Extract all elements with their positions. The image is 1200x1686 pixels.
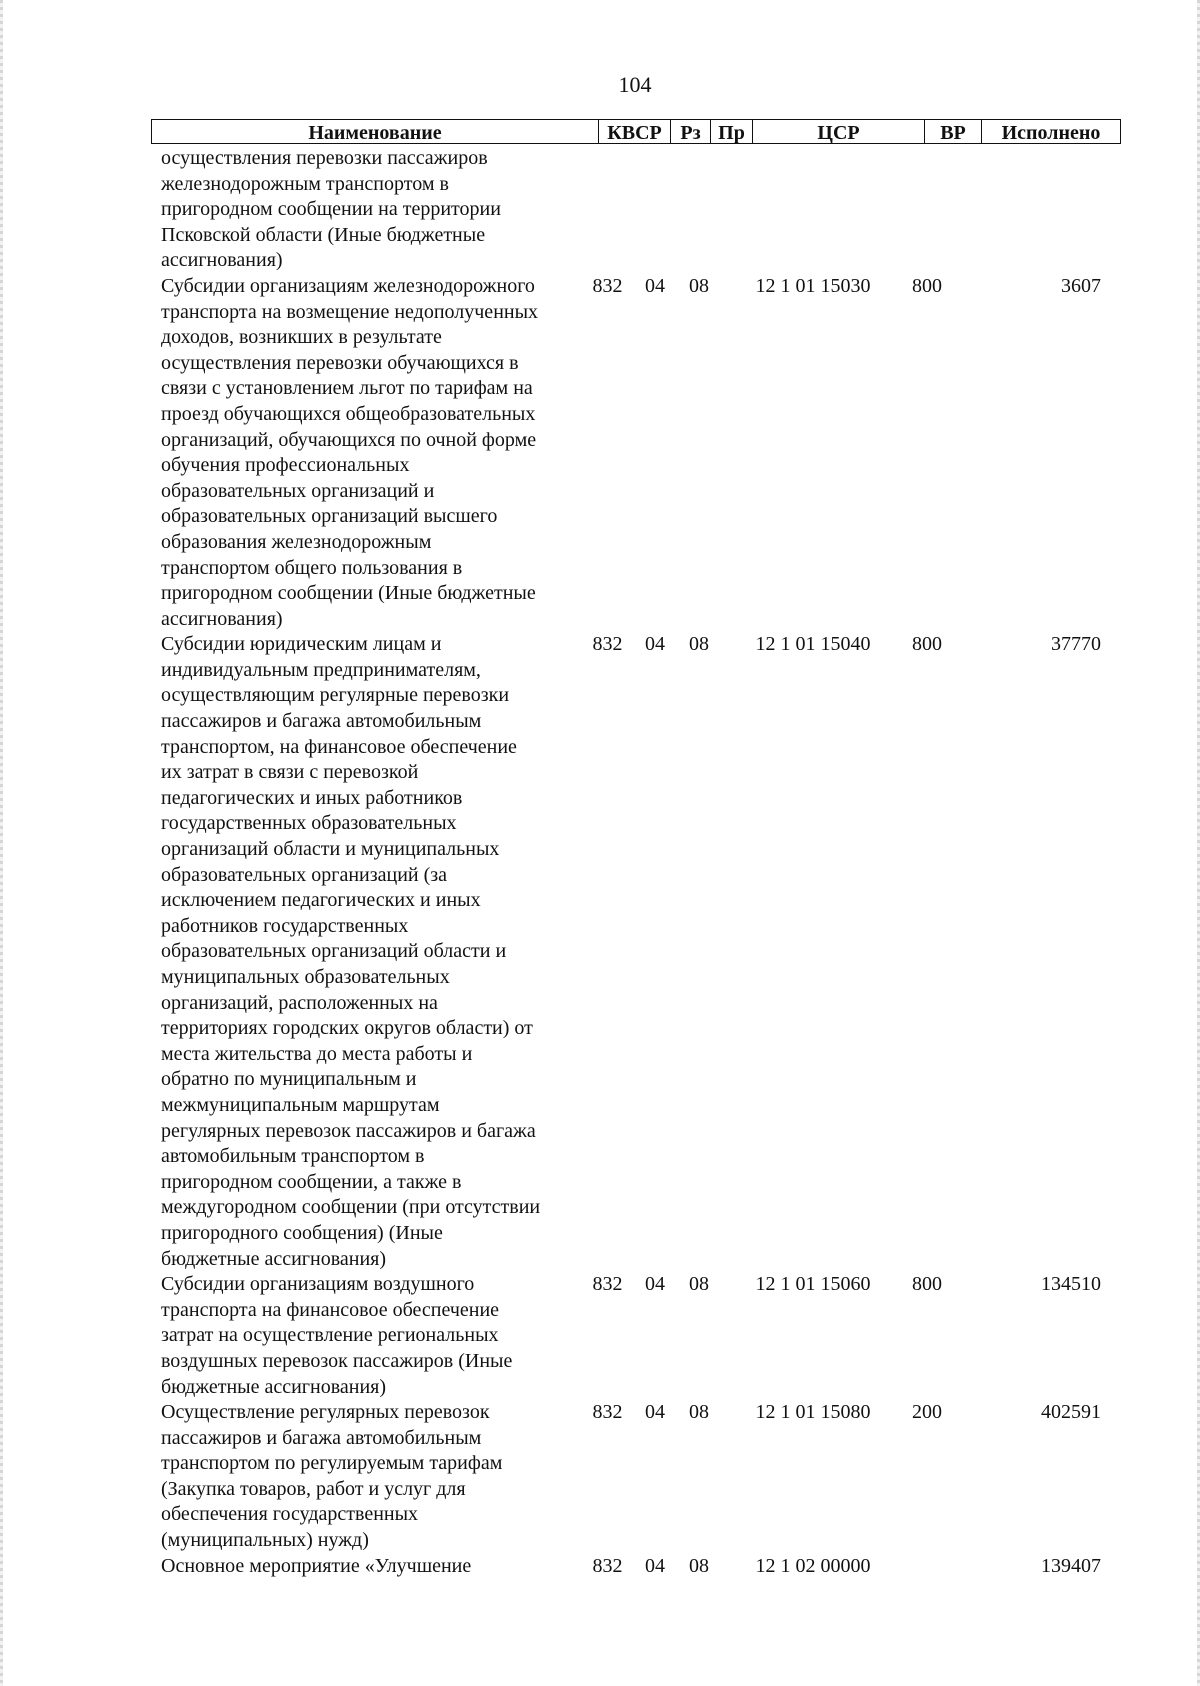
row-pr: 08 bbox=[689, 274, 709, 297]
row-name-line: образовательных организаций (за bbox=[161, 863, 448, 886]
row-kvsr: 832 bbox=[592, 633, 623, 656]
header-executed: Исполнено bbox=[982, 119, 1121, 144]
row-name-line: осуществления перевозки обучающихся в bbox=[161, 351, 519, 374]
row-name-line: педагогических и иных работников bbox=[161, 786, 463, 809]
row-name-line: организаций, расположенных на bbox=[161, 991, 438, 1014]
row-name-line: доходов, возникших в результате bbox=[161, 326, 442, 349]
row-name-line: междугородном сообщении (при отсутствии bbox=[161, 1196, 541, 1219]
row-name-line: образования железнодорожным bbox=[161, 530, 432, 553]
row-name-line: воздушных перевозок пассажиров (Иные bbox=[161, 1349, 513, 1372]
row-name-line: транспорта на финансовое обеспечение bbox=[161, 1298, 500, 1321]
row-vr: 800 bbox=[912, 633, 942, 656]
header-rz: Рз bbox=[671, 119, 711, 144]
row-name-line: осуществляющим регулярные перевозки bbox=[161, 684, 510, 707]
row-name-line: затрат на осуществление региональных bbox=[161, 1324, 499, 1347]
table-header bbox=[151, 119, 1121, 144]
row-name-line: пассажиров и багажа автомобильным bbox=[161, 1426, 482, 1449]
row-name-line: регулярных перевозок пассажиров и багажа bbox=[161, 1119, 536, 1142]
row-pr: 08 bbox=[689, 1273, 709, 1296]
row-name-line: связи с установлением льгот по тарифам на bbox=[161, 377, 533, 400]
row-name-line: образовательных организаций области и bbox=[161, 940, 507, 963]
row-csr: 12 1 01 15060 bbox=[755, 1273, 871, 1296]
row-name-line: (муниципальных) нужд) bbox=[161, 1529, 369, 1552]
row-vr: 200 bbox=[912, 1401, 942, 1424]
row-name-line: Основное мероприятие «Улучшение bbox=[161, 1554, 472, 1577]
row-name-line: пригородном сообщении, а также в bbox=[161, 1170, 462, 1193]
row-name-line: территориях городских округов области) от bbox=[161, 1017, 533, 1040]
table-row bbox=[151, 146, 1121, 274]
row-name-line: образовательных организаций и bbox=[161, 479, 435, 502]
row-name-line: осуществления перевозки пассажиров bbox=[161, 147, 488, 169]
row-name-line: межмуниципальным маршрутам bbox=[161, 1093, 440, 1116]
row-executed: 3607 bbox=[1061, 274, 1101, 297]
row-name-line: транспорта на возмещение недополученных bbox=[161, 300, 539, 323]
table-body bbox=[151, 146, 1121, 1579]
row-kvsr: 832 bbox=[592, 1273, 623, 1296]
row-executed: 134510 bbox=[1041, 1273, 1101, 1296]
row-name-line: обратно по муниципальным и bbox=[161, 1068, 417, 1091]
row-name-line: транспортом общего пользования в bbox=[161, 556, 463, 579]
row-pr: 08 bbox=[689, 633, 709, 656]
row-kvsr: 832 bbox=[592, 1554, 623, 1577]
row-name-line: проезд обучающихся общеобразовательных bbox=[161, 402, 536, 425]
row-rz: 04 bbox=[645, 1401, 665, 1424]
row-vr: 800 bbox=[912, 1273, 942, 1296]
row-name-line: ассигнования) bbox=[161, 607, 283, 630]
row-executed: 139407 bbox=[1041, 1554, 1101, 1577]
row-name-line: обеспечения государственных bbox=[161, 1503, 419, 1526]
header-vr: ВР bbox=[925, 119, 982, 144]
row-name-line: пассажиров и багажа автомобильным bbox=[161, 710, 482, 733]
row-name bbox=[151, 632, 580, 1272]
row-kvsr: 832 bbox=[592, 1401, 623, 1424]
header-pr: Пр bbox=[711, 119, 753, 144]
row-name bbox=[151, 1554, 580, 1580]
row-name-line: транспортом по регулируемым тарифам bbox=[161, 1452, 503, 1475]
row-name-line: транспортом, на финансовое обеспечение bbox=[161, 735, 517, 758]
row-pr: 08 bbox=[689, 1554, 709, 1577]
row-name-line: Осуществление регулярных перевозок bbox=[161, 1401, 490, 1424]
row-csr: 12 1 01 15080 bbox=[755, 1401, 871, 1424]
row-name-line: места жительства до места работы и bbox=[161, 1042, 473, 1065]
row-name-line: железнодорожным транспортом в bbox=[161, 172, 449, 195]
table-row bbox=[151, 632, 1121, 1272]
row-name-line: образовательных организаций высшего bbox=[161, 505, 498, 528]
row-name-line: обучения профессиональных bbox=[161, 454, 410, 477]
row-name-line: бюджетные ассигнования) bbox=[161, 1247, 387, 1270]
scan-edge-left bbox=[0, 0, 3, 1686]
row-name-line: бюджетные ассигнования) bbox=[161, 1375, 387, 1398]
row-name bbox=[151, 274, 580, 632]
row-name-line: ассигнования) bbox=[161, 249, 283, 272]
row-name bbox=[151, 146, 580, 274]
row-name-line: их затрат в связи с перевозкой bbox=[161, 761, 419, 784]
header-name: Наименование bbox=[151, 119, 599, 144]
row-rz: 04 bbox=[645, 274, 665, 297]
table-row bbox=[151, 1554, 1121, 1580]
row-name bbox=[151, 1400, 580, 1554]
row-name-line: Субсидии юридическим лицам и bbox=[161, 633, 442, 656]
row-name-line: Субсидии организациям воздушного bbox=[161, 1273, 475, 1296]
header-kvsr: КВСР bbox=[599, 119, 671, 144]
page-number: 104 bbox=[618, 72, 652, 97]
row-name-line: пригородного сообщения) (Иные bbox=[161, 1221, 443, 1244]
row-name-line: пригородном сообщении на территории bbox=[161, 198, 501, 221]
row-name-line: пригородном сообщении (Иные бюджетные bbox=[161, 582, 536, 605]
row-vr: 800 bbox=[912, 274, 942, 297]
row-rz: 04 bbox=[645, 1273, 665, 1296]
header-csr: ЦСР bbox=[753, 119, 925, 144]
row-name-line: автомобильным транспортом в bbox=[161, 1145, 425, 1168]
row-name-line: государственных образовательных bbox=[161, 812, 457, 835]
table-row bbox=[151, 1400, 1121, 1554]
row-rz: 04 bbox=[645, 633, 665, 656]
row-name-line: муниципальных образовательных bbox=[161, 966, 450, 988]
row-name-line: организаций области и муниципальных bbox=[161, 838, 500, 861]
row-csr: 12 1 02 00000 bbox=[755, 1554, 871, 1577]
row-csr: 12 1 01 15030 bbox=[755, 274, 871, 297]
row-name-line: Псковской области (Иные бюджетные bbox=[161, 223, 486, 246]
row-rz: 04 bbox=[645, 1554, 665, 1577]
row-name-line: Субсидии организациям железнодорожного bbox=[161, 274, 535, 297]
row-csr: 12 1 01 15040 bbox=[755, 633, 871, 656]
table-row bbox=[151, 1272, 1121, 1400]
row-name-line: работников государственных bbox=[161, 914, 409, 937]
row-name-line: организаций, обучающихся по очной форме bbox=[161, 428, 537, 451]
row-name-line: исключением педагогических и иных bbox=[161, 889, 481, 912]
row-pr: 08 bbox=[689, 1401, 709, 1424]
row-executed: 37770 bbox=[1051, 633, 1101, 656]
table-row bbox=[151, 274, 1121, 632]
row-kvsr: 832 bbox=[592, 274, 623, 297]
row-executed: 402591 bbox=[1041, 1401, 1101, 1424]
row-name-line: (Закупка товаров, работ и услуг для bbox=[161, 1477, 466, 1500]
row-name-line: индивидуальным предпринимателям, bbox=[161, 658, 481, 681]
row-name bbox=[151, 1272, 580, 1400]
